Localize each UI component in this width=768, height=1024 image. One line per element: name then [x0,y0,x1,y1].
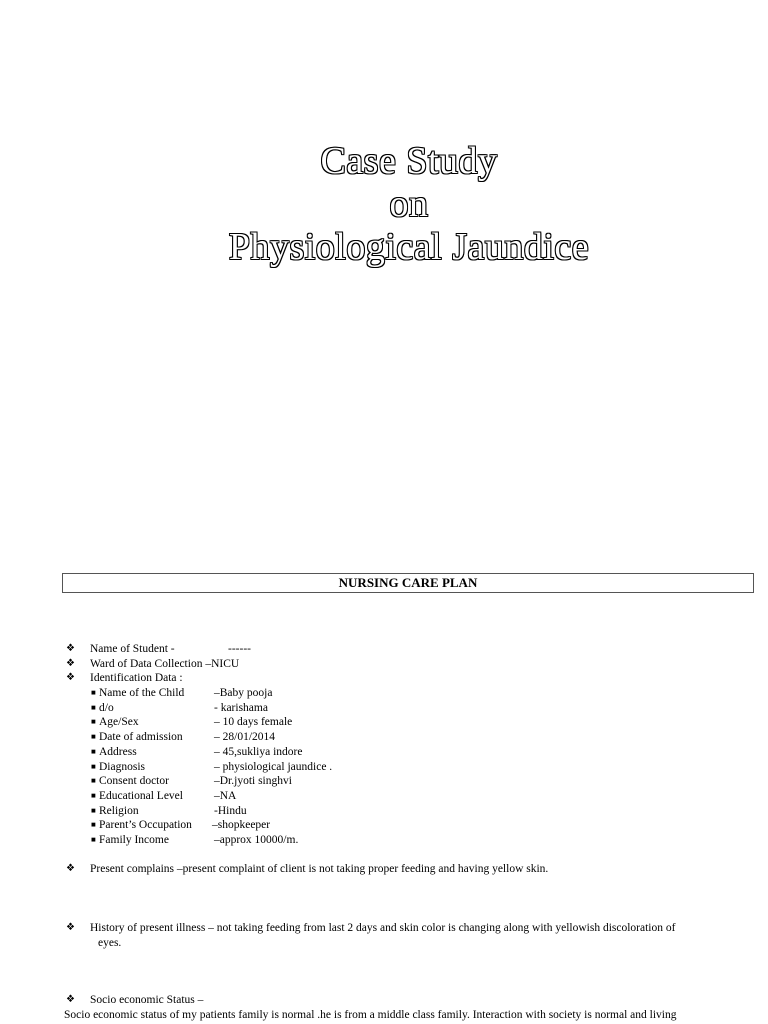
field-label: d/o [99,701,114,714]
socio-economic-heading: Socio economic Status – [90,994,204,1006]
socio-economic-heading-row [64,993,754,1008]
field-value: –Baby pooja [214,687,273,700]
title-line-1: Case Study [320,140,498,182]
list-item-student [64,642,754,657]
square-bullet-icon: ■ [91,702,96,712]
field-value: – 45,sukliya indore [214,745,303,758]
field-value: – physiological jaundice . [214,760,333,773]
field-label: Diagnosis [99,760,145,773]
square-bullet-icon: ■ [91,761,96,771]
field-label: Address [99,745,137,758]
diamond-bullet-icon: ❖ [66,994,75,1005]
field-label: Consent doctor [99,775,169,788]
history-text-line-2: eyes. [98,936,122,949]
field-value: - karishama [214,701,268,714]
field-row-child-name [64,686,754,701]
square-bullet-icon: ■ [91,805,96,815]
field-row-address [64,745,754,760]
field-row-parent-occupation [64,818,754,833]
field-value: –Dr.jyoti singhvi [214,775,292,788]
field-value: -Hindu [214,804,247,817]
care-plan-heading [62,573,754,593]
square-bullet-icon: ■ [91,834,96,844]
field-value: –approx 10000/m. [214,833,299,846]
field-label: Date of admission [99,731,183,744]
field-row-diagnosis [64,760,754,775]
student-value: ------ [228,643,251,655]
square-bullet-icon: ■ [91,732,96,742]
square-bullet-icon: ■ [91,776,96,786]
square-bullet-icon: ■ [91,717,96,727]
title-line-2: on [389,183,429,225]
field-label: Age/Sex [99,716,139,729]
field-label: Parent’s Occupation [99,819,192,832]
field-row-religion [64,804,754,819]
diamond-bullet-icon: ❖ [66,672,75,684]
history-text-line-1: History of present illness – not taking feeding from last 2 days and skin color is changing along with yellowish discoloration of [90,922,676,934]
field-row-age-sex [64,715,754,730]
title-line-3: Physiological Jaundice [228,226,590,268]
field-label: Family Income [99,833,169,846]
diamond-bullet-icon: ❖ [66,922,75,933]
present-complains-paragraph [64,862,754,877]
square-bullet-icon: ■ [91,820,96,830]
field-value: –shopkeeper [212,819,271,832]
field-label: Name of the Child [99,687,185,700]
field-row-consent-doctor [64,774,754,789]
care-plan-heading-text: NURSING CARE PLAN [338,575,478,590]
ward-label: Ward of Data Collection –NICU [90,657,240,670]
field-value: –NA [214,789,237,802]
document-title [0,140,768,269]
field-value: – 28/01/2014 [214,731,276,744]
diamond-bullet-icon: ❖ [66,863,75,874]
diamond-bullet-icon: ❖ [66,657,75,669]
field-label: Religion [99,804,139,817]
socio-economic-text: Socio economic status of my patients family is normal .he is from a middle class family. Interaction with society is normal and living [64,1009,677,1021]
identification-label: Identification Data : [90,672,183,685]
student-label: Name of Student - [90,643,175,655]
square-bullet-icon: ■ [91,688,96,698]
diamond-bullet-icon: ❖ [66,643,75,654]
present-complains-text: Present complains –present complaint of client is not taking proper feeding and having yellow skin. [90,863,549,875]
patient-info-list [64,642,754,848]
field-label: Educational Level [99,789,183,802]
square-bullet-icon: ■ [91,746,96,756]
field-row-do [64,701,754,716]
square-bullet-icon: ■ [91,790,96,800]
field-row-family-income [64,833,754,848]
field-row-education [64,789,754,804]
history-paragraph [64,921,754,950]
list-item-identification [64,671,754,686]
field-row-admission-date [64,730,754,745]
field-value: – 10 days female [214,716,293,729]
list-item-ward [64,657,754,672]
